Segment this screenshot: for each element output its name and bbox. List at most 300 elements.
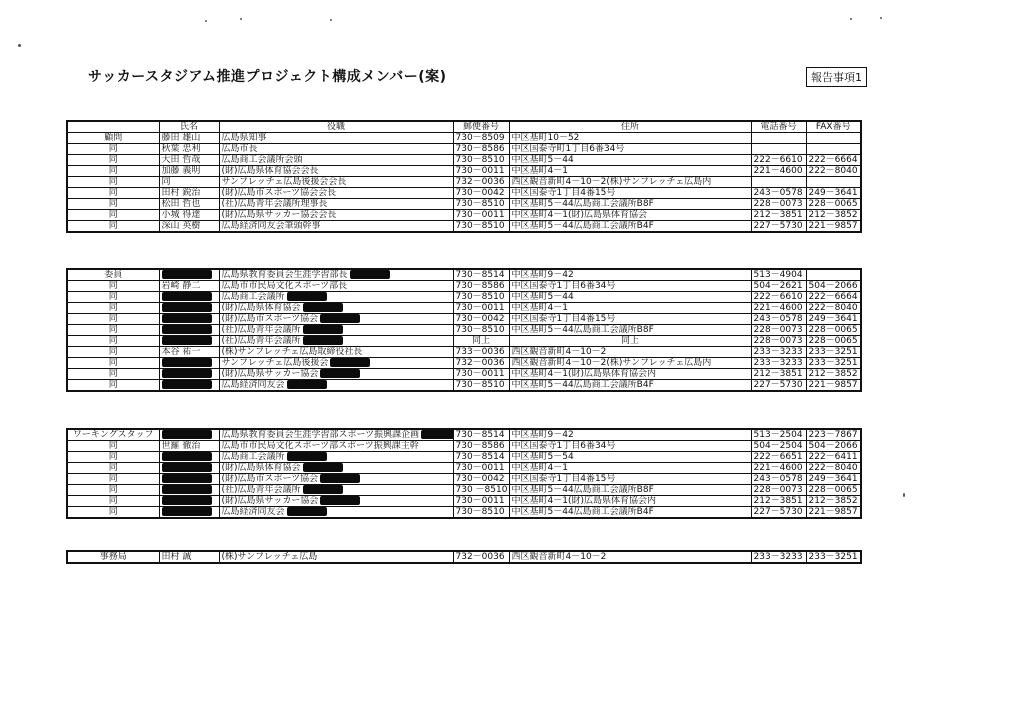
zip-text: 730－8586 (455, 143, 505, 154)
cell-fax (806, 269, 861, 281)
table-row (67, 221, 861, 233)
address-text: 中区国泰寺1丁目4番15号 (511, 187, 616, 198)
redaction-block (162, 270, 212, 279)
tel-text: 227－5730 (753, 220, 803, 231)
tel-text: 227－5730 (753, 379, 803, 390)
zip-text: 730－8510 (455, 154, 505, 165)
cell-name (159, 292, 219, 303)
cell-address (509, 221, 751, 233)
cell-fax (806, 496, 861, 507)
fax-text: 249－3641 (808, 313, 858, 324)
fax-text: 228－0065 (808, 324, 858, 335)
fax-text: 222－6664 (808, 154, 858, 165)
tel-text: 233－3233 (753, 357, 803, 368)
cell-tel (751, 155, 806, 166)
cell-tel (751, 496, 806, 507)
redaction-block (303, 303, 343, 312)
cell-address (509, 496, 751, 507)
cell-address (509, 441, 751, 452)
cell-name (159, 474, 219, 485)
cell-address (509, 452, 751, 463)
cell-fax (806, 551, 861, 563)
redaction-block (303, 485, 343, 494)
redaction-block (162, 430, 212, 439)
scan-speck (850, 18, 852, 20)
cell-name (159, 429, 219, 441)
zip-text: 730－0042 (455, 473, 505, 484)
cell-fax (806, 380, 861, 392)
cell-tel (751, 429, 806, 441)
cell-role (67, 166, 159, 177)
cell-tel (751, 281, 806, 292)
cell-zip (453, 210, 509, 221)
tel-text: 221－4600 (753, 302, 803, 313)
cell-name (159, 325, 219, 336)
role-text: 同 (108, 346, 118, 357)
address-text: 中区基町5－44広島商工会議所B4F (511, 379, 654, 390)
position-text: サンフレッチェ広島後援会 (221, 358, 329, 368)
zip-text: 730－8510 (455, 324, 505, 335)
address-text: 中区基町9－42 (511, 269, 574, 280)
redaction-block (287, 292, 327, 301)
position-text: (財)広島県サッカー協会会長 (221, 209, 337, 220)
cell-fax (806, 358, 861, 369)
table-row (67, 429, 861, 441)
table-row (67, 463, 861, 474)
cell-zip (453, 358, 509, 369)
cell-fax (806, 199, 861, 210)
tel-text: 243－0578 (753, 473, 803, 484)
cell-position (219, 452, 453, 463)
tel-text: 233－3233 (753, 346, 803, 357)
tel-text: 504－2621 (753, 280, 803, 291)
cell-tel (751, 325, 806, 336)
role-text: 同 (108, 451, 118, 462)
fax-text: 233－3251 (808, 346, 858, 357)
tel-text: 243－0578 (753, 187, 803, 198)
redaction-block (320, 369, 360, 378)
cell-fax (806, 429, 861, 441)
cell-name (159, 496, 219, 507)
zip-text: 732－0036 (455, 357, 505, 368)
cell-address (509, 269, 751, 281)
tel-text: 228－0073 (753, 324, 803, 335)
role-text: 同 (108, 473, 118, 484)
redaction-block (350, 270, 390, 279)
cell-role (67, 336, 159, 347)
name-text: 同 (161, 176, 171, 187)
role-text: 同 (108, 176, 118, 187)
redaction-block (287, 507, 327, 516)
fax-text: 233－3251 (808, 551, 858, 562)
name-text: 深山 英樹 (161, 220, 201, 231)
table-row (67, 155, 861, 166)
tel-text: 513－2504 (753, 429, 803, 440)
cell-address (509, 347, 751, 358)
address-text: 中区国泰寺1丁目6番34号 (511, 280, 616, 291)
cell-position (219, 303, 453, 314)
cell-tel (751, 551, 806, 563)
zip-text: 730－8510 (455, 379, 505, 390)
header-cell: 住所 (509, 121, 751, 133)
cell-name (159, 177, 219, 188)
cell-position (219, 369, 453, 380)
tel-text: 513－4904 (753, 269, 803, 280)
redaction-block (162, 336, 212, 345)
cell-fax (806, 347, 861, 358)
zip-text: 730－8586 (455, 440, 505, 451)
cell-zip (453, 463, 509, 474)
table-row (67, 303, 861, 314)
name-text: 世羅 徹治 (161, 440, 201, 451)
fax-text: 212－3852 (808, 368, 858, 379)
fax-text: 222－8040 (808, 462, 858, 473)
redaction-block (162, 452, 212, 461)
zip-text: 730－0042 (455, 313, 505, 324)
fax-text: 233－3251 (808, 357, 858, 368)
role-text: 同 (108, 357, 118, 368)
cell-name (159, 166, 219, 177)
header-cell-blank (67, 121, 159, 133)
cell-zip (453, 507, 509, 519)
redaction-block (162, 292, 212, 301)
cell-role (67, 463, 159, 474)
cell-fax (806, 463, 861, 474)
header-cell: 郵便番号 (453, 121, 509, 133)
position-text: 広島経済同友会 (221, 380, 285, 390)
table-row (67, 188, 861, 199)
name-text: 田村 鋭治 (161, 187, 201, 198)
address-text: 中区基町4－1 (511, 462, 568, 473)
secretariat-table (66, 550, 862, 564)
cell-zip (453, 177, 509, 188)
role-text: 同 (108, 220, 118, 231)
cell-tel (751, 269, 806, 281)
zip-text: 730 －8510 (455, 484, 508, 495)
table-row (67, 358, 861, 369)
table-row (67, 474, 861, 485)
table-row (67, 314, 861, 325)
role-text: 同 (108, 440, 118, 451)
redaction-block (162, 463, 212, 472)
fax-text: 504－2066 (808, 440, 858, 451)
position-text: (社)広島青年会議所 (221, 485, 301, 495)
position-text: 広島県教育委員会生涯学習部長 (221, 270, 348, 280)
cell-role (67, 133, 159, 144)
redaction-block (421, 430, 453, 439)
cell-fax (806, 474, 861, 485)
cell-name (159, 221, 219, 233)
name-text: 岩崎 静二 (161, 280, 201, 291)
cell-name (159, 507, 219, 519)
cell-position (219, 463, 453, 474)
cell-position (219, 485, 453, 496)
cell-role (67, 485, 159, 496)
cell-name (159, 210, 219, 221)
cell-role (67, 474, 159, 485)
cell-fax (806, 507, 861, 519)
zip-text: 730－8514 (455, 451, 505, 462)
name-text: 松田 哲也 (161, 198, 201, 209)
cell-zip (453, 474, 509, 485)
table-row (67, 347, 861, 358)
address-text: 中区基町4－1 (511, 302, 568, 313)
cell-fax (806, 210, 861, 221)
header-row (67, 121, 861, 133)
name-text: 藤田 雄山 (161, 132, 201, 143)
position-text: (財)広島県サッカー協会 (221, 369, 319, 379)
zip-text: 730－0042 (455, 187, 505, 198)
cell-position (219, 210, 453, 221)
cell-zip (453, 199, 509, 210)
cell-address (509, 325, 751, 336)
cell-position (219, 441, 453, 452)
cell-address (509, 314, 751, 325)
cell-tel (751, 166, 806, 177)
zip-text: 730－0011 (455, 495, 505, 506)
zip-text: 730－0011 (455, 368, 505, 379)
cell-tel (751, 210, 806, 221)
cell-address (509, 369, 751, 380)
cell-zip (453, 336, 509, 347)
tel-text: 228－0073 (753, 484, 803, 495)
position-text: 広島県知事 (221, 132, 267, 143)
redaction-block (162, 314, 212, 323)
cell-address (509, 144, 751, 155)
zip-text: 730－8510 (455, 220, 505, 231)
address-text: 中区基町4－1(財)広島県体育協会内 (511, 495, 656, 506)
position-text: 広島商工会議所 (221, 292, 285, 302)
cell-zip (453, 485, 509, 496)
role-text: 同 (108, 291, 118, 302)
cell-role (67, 303, 159, 314)
cell-tel (751, 221, 806, 233)
cell-role (67, 177, 159, 188)
address-text: 中区国泰寺1丁目4番15号 (511, 313, 616, 324)
tel-text: 227－5730 (753, 506, 803, 517)
cell-role (67, 188, 159, 199)
position-text: 広島経済同友会 (221, 507, 285, 517)
fax-text: 221－9857 (808, 220, 858, 231)
table-row (67, 269, 861, 281)
cell-zip (453, 429, 509, 441)
cell-address (509, 166, 751, 177)
cell-zip (453, 452, 509, 463)
fax-text: 221－9857 (808, 379, 858, 390)
zip-text: 730－8586 (455, 280, 505, 291)
role-text: 同 (108, 335, 118, 346)
fax-text: 249－3641 (808, 473, 858, 484)
cell-fax (806, 133, 861, 144)
position-text: (社)広島青年会議所 (221, 336, 301, 346)
cell-position (219, 380, 453, 392)
cell-name (159, 314, 219, 325)
cell-fax (806, 485, 861, 496)
tel-text: 221－4600 (753, 165, 803, 176)
cell-tel (751, 314, 806, 325)
table-row (67, 166, 861, 177)
cell-role (67, 281, 159, 292)
cell-address (509, 210, 751, 221)
scan-speck (330, 19, 332, 21)
role-text: 顧問 (104, 132, 123, 143)
zip-text: 730－8510 (455, 291, 505, 302)
header-cell: 役職 (219, 121, 453, 133)
cell-name (159, 269, 219, 281)
cell-position (219, 336, 453, 347)
redaction-block (320, 314, 360, 323)
header-cell: 電話番号 (751, 121, 806, 133)
cell-address (509, 429, 751, 441)
position-text: 広島商工会議所 (221, 452, 285, 462)
position-text: 広島経済同友会筆頭幹事 (221, 220, 321, 231)
tel-text: 243－0578 (753, 313, 803, 324)
cell-name (159, 358, 219, 369)
cell-address (509, 551, 751, 563)
table-row (67, 210, 861, 221)
cell-zip (453, 166, 509, 177)
redaction-block (320, 474, 360, 483)
cell-address (509, 155, 751, 166)
cell-name (159, 303, 219, 314)
role-text: ワーキングスタッフ (72, 429, 154, 440)
cell-name (159, 369, 219, 380)
address-text: 中区国泰寺1丁目6番34号 (511, 440, 616, 451)
name-text: 田村 誠 (161, 551, 192, 562)
position-text: (財)広島県体育協会 (221, 463, 301, 473)
cell-role (67, 441, 159, 452)
cell-tel (751, 188, 806, 199)
cell-zip (453, 144, 509, 155)
cell-tel (751, 463, 806, 474)
cell-role (67, 144, 159, 155)
redaction-block (162, 380, 212, 389)
cell-address (509, 358, 751, 369)
cell-zip (453, 269, 509, 281)
cell-address (509, 188, 751, 199)
tel-text: 212－3851 (753, 368, 803, 379)
committee-table (66, 268, 862, 392)
zip-text: 730－8509 (455, 132, 505, 143)
cell-fax (806, 369, 861, 380)
role-text: 同 (108, 313, 118, 324)
role-text: 同 (108, 280, 118, 291)
cell-role (67, 551, 159, 563)
cell-address (509, 474, 751, 485)
table-row (67, 325, 861, 336)
cell-zip (453, 441, 509, 452)
position-text: (株)サンフレッチェ広島取締役社長 (221, 346, 363, 357)
address-text: 中区基町4－1(財)広島県体育協会内 (511, 368, 656, 379)
cell-position (219, 358, 453, 369)
cell-zip (453, 281, 509, 292)
role-text: 同 (108, 165, 118, 176)
cell-address (509, 463, 751, 474)
tel-text: 221－4600 (753, 462, 803, 473)
tel-text: 222－6651 (753, 451, 803, 462)
cell-tel (751, 452, 806, 463)
cell-tel (751, 292, 806, 303)
address-text: 中区基町9－42 (511, 429, 574, 440)
position-text: (株)サンフレッチェ広島 (221, 551, 318, 562)
position-text: (社)広島青年会議所 (221, 325, 301, 335)
cell-position (219, 166, 453, 177)
tel-text: 212－3851 (753, 209, 803, 220)
cell-zip (453, 496, 509, 507)
zip-text: 730－0011 (455, 209, 505, 220)
cell-address (509, 507, 751, 519)
cell-tel (751, 358, 806, 369)
cell-position (219, 325, 453, 336)
cell-zip (453, 314, 509, 325)
report-item-badge: 報告事項1 (806, 67, 867, 87)
cell-position (219, 292, 453, 303)
address-text: 中区基町5－44広島商工会議所B8F (511, 324, 654, 335)
cell-role (67, 507, 159, 519)
fax-text: 221－9857 (808, 506, 858, 517)
cell-position (219, 347, 453, 358)
cell-role (67, 269, 159, 281)
cell-position (219, 177, 453, 188)
name-text: 小城 得達 (161, 209, 201, 220)
cell-role (67, 155, 159, 166)
role-text: 同 (108, 462, 118, 473)
cell-fax (806, 221, 861, 233)
cell-address (509, 133, 751, 144)
cell-zip (453, 380, 509, 392)
scan-speck (18, 44, 21, 47)
redaction-block (320, 496, 360, 505)
zip-text: 730－0011 (455, 462, 505, 473)
address-text: 同上 (620, 335, 639, 346)
cell-name (159, 188, 219, 199)
cell-tel (751, 336, 806, 347)
header-cell: FAX番号 (806, 121, 861, 133)
scan-speck (205, 20, 207, 22)
address-text: 中区基町5－44広島商工会議所B4F (511, 506, 654, 517)
table-row (67, 452, 861, 463)
cell-address (509, 281, 751, 292)
position-text: サンフレッチェ広島後援会会長 (221, 176, 347, 187)
redaction-block (162, 325, 212, 334)
cell-position (219, 199, 453, 210)
cell-name (159, 144, 219, 155)
table-row (67, 177, 861, 188)
tel-text: 228－0073 (753, 335, 803, 346)
redaction-block (162, 507, 212, 516)
position-text: 広島市長 (221, 143, 258, 154)
fax-text: 222－8040 (808, 165, 858, 176)
zip-text: 同上 (471, 335, 490, 346)
tel-text: 222－6610 (753, 291, 803, 302)
cell-position (219, 429, 453, 441)
working-staff-table (66, 428, 862, 519)
role-text: 同 (108, 379, 118, 390)
redaction-block (162, 474, 212, 483)
address-text: 西区観音新町4－10－2(株)サンフレッチェ広島内 (511, 176, 712, 187)
cell-fax (806, 177, 861, 188)
tel-text: 504－2504 (753, 440, 803, 451)
cell-position (219, 474, 453, 485)
redaction-block (303, 325, 343, 334)
redaction-block (162, 496, 212, 505)
redaction-block (162, 369, 212, 378)
role-text: 同 (108, 209, 118, 220)
cell-fax (806, 303, 861, 314)
scan-speck (880, 17, 882, 19)
cell-fax (806, 188, 861, 199)
cell-role (67, 221, 159, 233)
